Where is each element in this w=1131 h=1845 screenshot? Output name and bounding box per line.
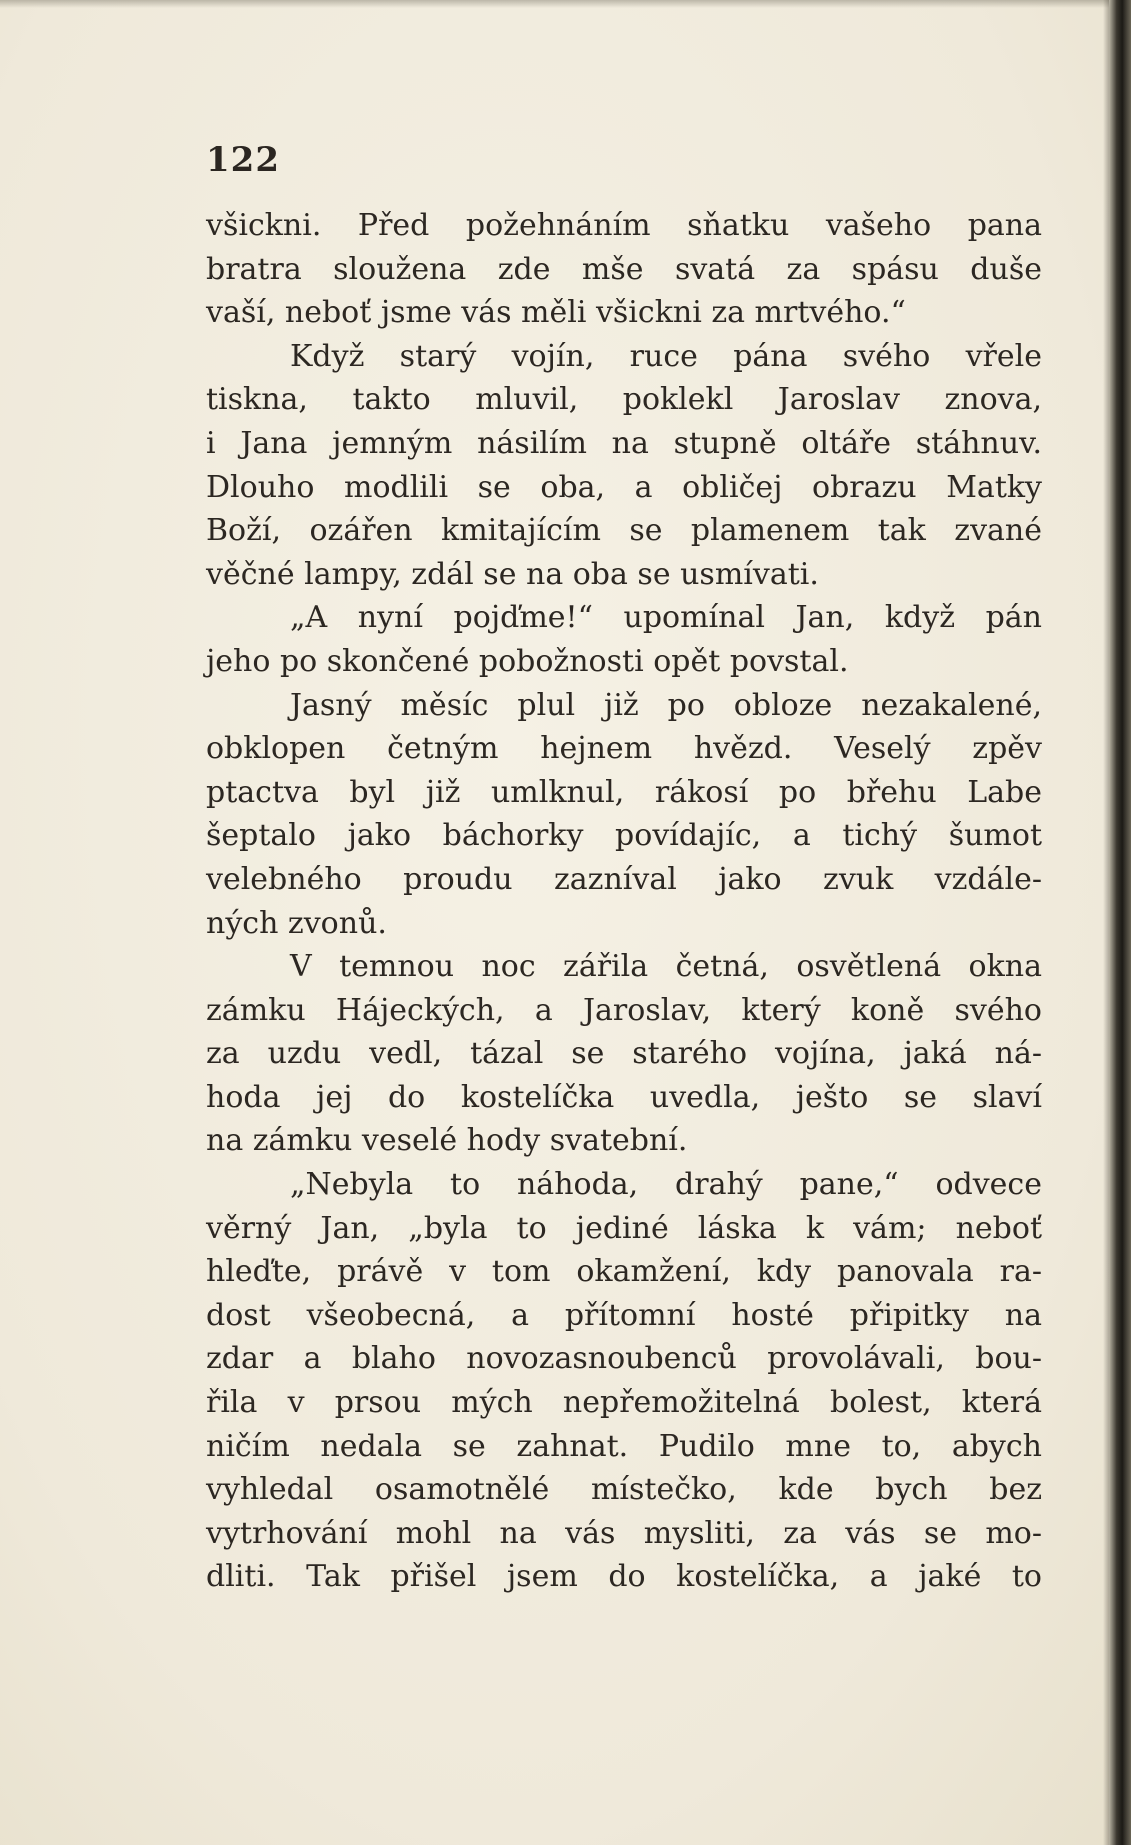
text-line: Jasný měsíc plul již po obloze nezakalené, [290, 687, 1042, 723]
text-line: dost všeobecná, a přítomní hosté připitky na [206, 1297, 1042, 1333]
text-line: na zámku veselé hody svatební. [206, 1123, 688, 1159]
page-number: 122 [206, 140, 280, 180]
text-line: šeptalo jako báchorky povídajíc, a tichý šumot [206, 818, 1042, 854]
text-line: věrný Jan, „byla to jediné láska k vám; neboť [206, 1210, 1042, 1246]
text-line: zdar a blaho novozasnoubenců provolávali, bou- [206, 1341, 1042, 1377]
text-line: Boží, ozářen kmitajícím se plamenem tak zvané [206, 513, 1042, 549]
text-line: obklopen četným hejnem hvězd. Veselý zpěv [206, 731, 1042, 767]
text-line: Dlouho modlili se oba, a obličej obrazu Matky [206, 469, 1042, 505]
text-line: všickni. Před požehnáním sňatku vašeho pana [206, 208, 1042, 243]
text-line: „A nyní pojďme!“ upomínal Jan, když pán [290, 600, 1042, 636]
text-line: vyhledal osamotnělé místečko, kde bych bez [206, 1472, 1042, 1508]
text-line: hoda jej do kostelíčka uvedla, ješto se slaví [206, 1079, 1042, 1115]
text-line: vytrhování mohl na vás mysliti, za vás se mo- [206, 1515, 1042, 1551]
text-line: i Jana jemným násilím na stupně oltáře stáhnuv. [206, 425, 1042, 461]
text-line: Když starý vojín, ruce pána svého vřele [290, 338, 1042, 374]
book-binding-edge [1109, 0, 1131, 1845]
text-line: řila v prsou mých nepřemožitelná bolest, která [206, 1385, 1042, 1421]
text-line: hleďte, právě v tom okamžení, kdy panovala ra- [206, 1254, 1042, 1290]
text-line: bratra sloužena zde mše svatá za spásu duše [206, 251, 1042, 287]
text-line: ničím nedala se zahnat. Pudilo mne to, abych [206, 1428, 1042, 1464]
text-line: zámku Hájeckých, a Jaroslav, který koně svého [206, 992, 1042, 1028]
text-line: ných zvonů. [206, 905, 387, 941]
text-line: tiskna, takto mluvil, poklekl Jaroslav znova, [206, 382, 1042, 418]
text-line: jeho po skončené pobožnosti opět povstal. [206, 643, 849, 679]
text-line: vaší, neboť jsme vás měli všickni za mrtvého.“ [206, 295, 906, 331]
text-line: velebného proudu zazníval jako zvuk vzdále- [206, 861, 1042, 897]
text-line: ptactva byl již umlknul, rákosí po břehu Labe [206, 774, 1042, 810]
text-line: „Nebyla to náhoda, drahý pane,“ odvece [290, 1167, 1042, 1203]
text-line: V temnou noc zářila četná, osvětlená okna [290, 949, 1042, 985]
text-line: za uzdu vedl, tázal se starého vojína, jaká ná- [206, 1036, 1042, 1072]
body-text [206, 204, 1042, 1599]
page-top-shadow [0, 0, 1131, 8]
text-line: dliti. Tak přišel jsem do kostelíčka, a jaké to [206, 1559, 1042, 1595]
text-line: věčné lampy, zdál se na oba se usmívati. [206, 556, 819, 592]
